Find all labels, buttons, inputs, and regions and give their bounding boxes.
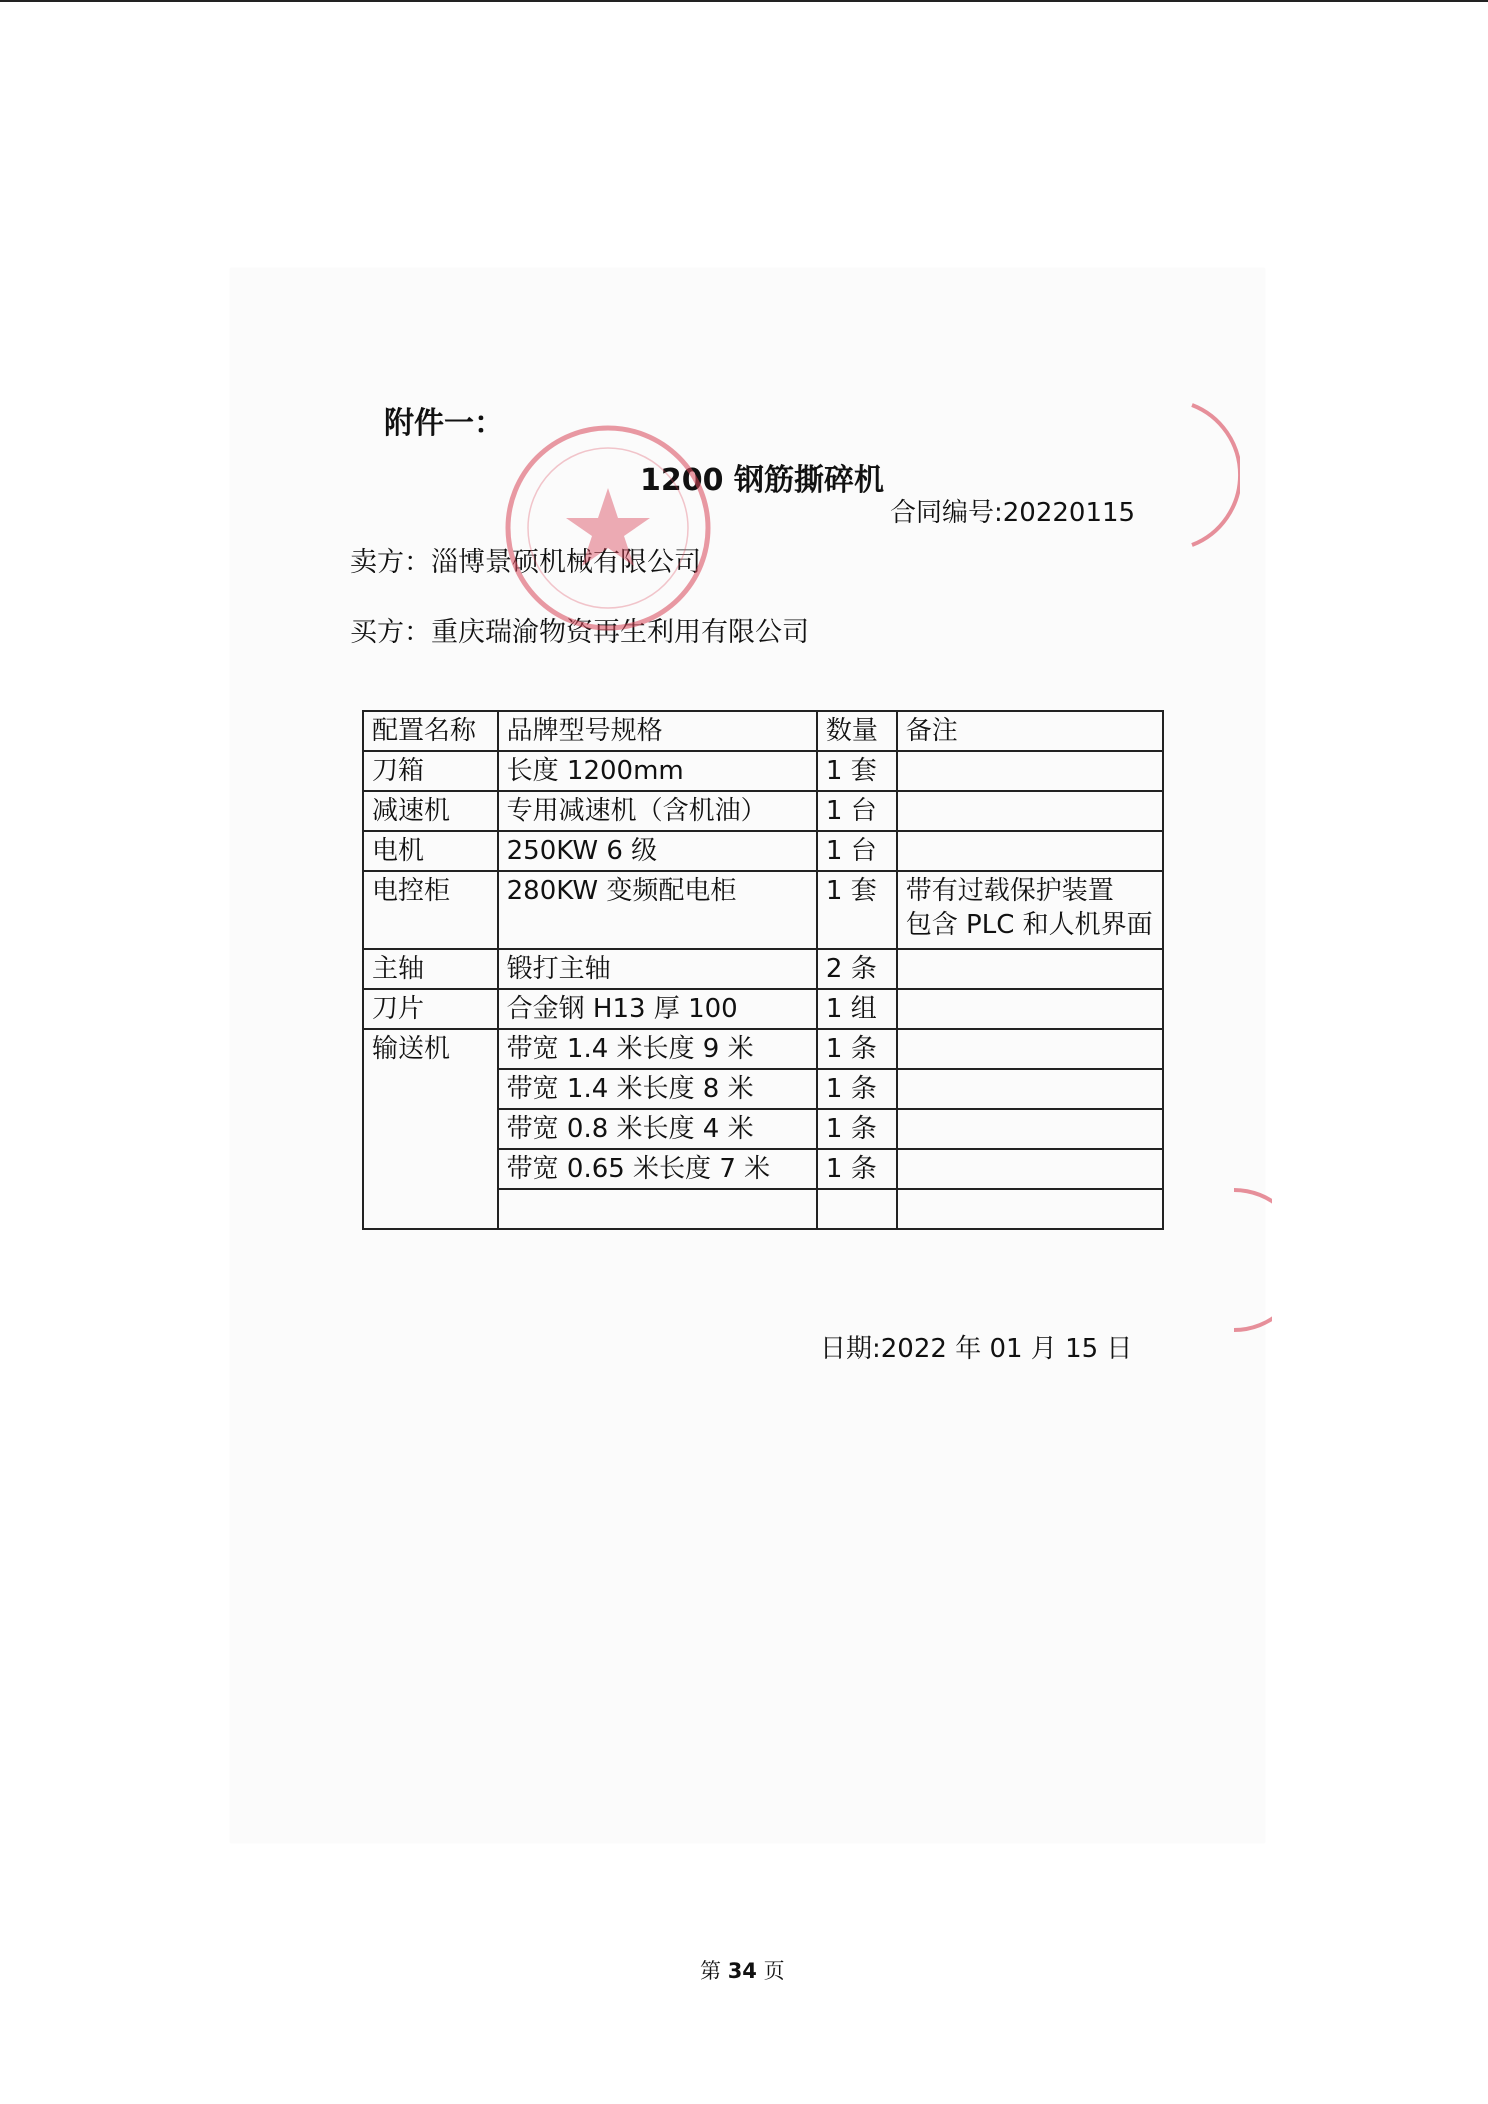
table-row xyxy=(363,791,1163,831)
signing-date: 日期:2022 年 01 月 15 日 xyxy=(820,1334,1133,1364)
cell-name: 电机 xyxy=(363,831,498,871)
seller-line: 卖方：淄博景硕机械有限公司 xyxy=(350,547,701,578)
cell-qty xyxy=(817,1189,897,1229)
cell-note xyxy=(897,791,1163,831)
cell-qty: 1 台 xyxy=(817,831,897,871)
partial-seal-top-right xyxy=(1190,400,1240,550)
header-cell: 品牌型号规格 xyxy=(498,711,817,751)
contract-number: 合同编号:20220115 xyxy=(890,498,1136,528)
note-line-2: 包含 PLC 和人机界面 xyxy=(905,910,1153,940)
cell-spec: 带宽 0.65 米长度 7 米 xyxy=(498,1149,817,1189)
page-label-prefix: 第 xyxy=(700,1959,721,1983)
cell-note xyxy=(897,949,1163,989)
cell-qty: 1 条 xyxy=(817,1149,897,1189)
page-number-footer xyxy=(700,1955,785,1985)
cell-note xyxy=(897,871,1163,949)
cell-qty: 1 台 xyxy=(817,791,897,831)
cell-note xyxy=(897,1029,1163,1069)
cell-name: 主轴 xyxy=(363,949,498,989)
table-row xyxy=(363,989,1163,1029)
cell-name xyxy=(363,1109,498,1149)
cell-name xyxy=(363,1149,498,1189)
table-row xyxy=(363,1189,1163,1229)
cell-name: 刀片 xyxy=(363,989,498,1029)
cell-spec: 锻打主轴 xyxy=(498,949,817,989)
cell-note xyxy=(897,989,1163,1029)
cell-qty: 1 条 xyxy=(817,1029,897,1069)
cell-qty: 1 套 xyxy=(817,871,897,949)
cell-note xyxy=(897,1149,1163,1189)
cell-spec: 280KW 变频配电柜 xyxy=(498,871,817,949)
page-number: 34 xyxy=(727,1959,757,1983)
cell-spec: 合金钢 H13 厚 100 xyxy=(498,989,817,1029)
annex-label: 附件一： xyxy=(384,406,504,441)
header-cell: 配置名称 xyxy=(363,711,498,751)
cell-name: 电控柜 xyxy=(363,871,498,949)
cell-qty: 2 条 xyxy=(817,949,897,989)
cell-qty: 1 条 xyxy=(817,1069,897,1109)
header-cell: 备注 xyxy=(897,711,1163,751)
company-seal-stamp xyxy=(498,418,718,638)
table-row xyxy=(363,1029,1163,1069)
cell-qty: 1 套 xyxy=(817,751,897,791)
table-row xyxy=(363,871,1163,949)
note-line-1: 带有过载保护装置 xyxy=(905,876,1114,906)
table-row xyxy=(363,751,1163,791)
partial-seal-bottom-right xyxy=(1232,1185,1272,1335)
cell-spec: 长度 1200mm xyxy=(498,751,817,791)
document-title: 1200 钢筋撕碎机 xyxy=(640,463,884,498)
cell-spec: 带宽 0.8 米长度 4 米 xyxy=(498,1109,817,1149)
table-row xyxy=(363,1109,1163,1149)
table-row xyxy=(363,1149,1163,1189)
cell-note xyxy=(897,1109,1163,1149)
cell-name: 刀箱 xyxy=(363,751,498,791)
table-row xyxy=(363,831,1163,871)
cell-spec: 带宽 1.4 米长度 8 米 xyxy=(498,1069,817,1109)
cell-name xyxy=(363,1069,498,1109)
page-label-suffix: 页 xyxy=(763,1959,785,1983)
cell-spec: 带宽 1.4 米长度 9 米 xyxy=(498,1029,817,1069)
cell-name: 输送机 xyxy=(363,1029,498,1069)
cell-name xyxy=(363,1189,498,1229)
cell-spec xyxy=(498,1189,817,1229)
configuration-table xyxy=(362,710,1164,1230)
cell-note xyxy=(897,831,1163,871)
cell-name: 减速机 xyxy=(363,791,498,831)
table-row xyxy=(363,949,1163,989)
cell-qty: 1 组 xyxy=(817,989,897,1029)
cell-spec: 专用减速机（含机油） xyxy=(498,791,817,831)
top-border-line xyxy=(0,0,1488,2)
cell-note xyxy=(897,1069,1163,1109)
cell-note xyxy=(897,1189,1163,1229)
table-row xyxy=(363,1069,1163,1109)
buyer-line: 买方：重庆瑞渝物资再生利用有限公司 xyxy=(350,617,809,648)
cell-spec: 250KW 6 级 xyxy=(498,831,817,871)
cell-note xyxy=(897,751,1163,791)
header-cell: 数量 xyxy=(817,711,897,751)
cell-qty: 1 条 xyxy=(817,1109,897,1149)
table-header-row xyxy=(363,711,1163,751)
